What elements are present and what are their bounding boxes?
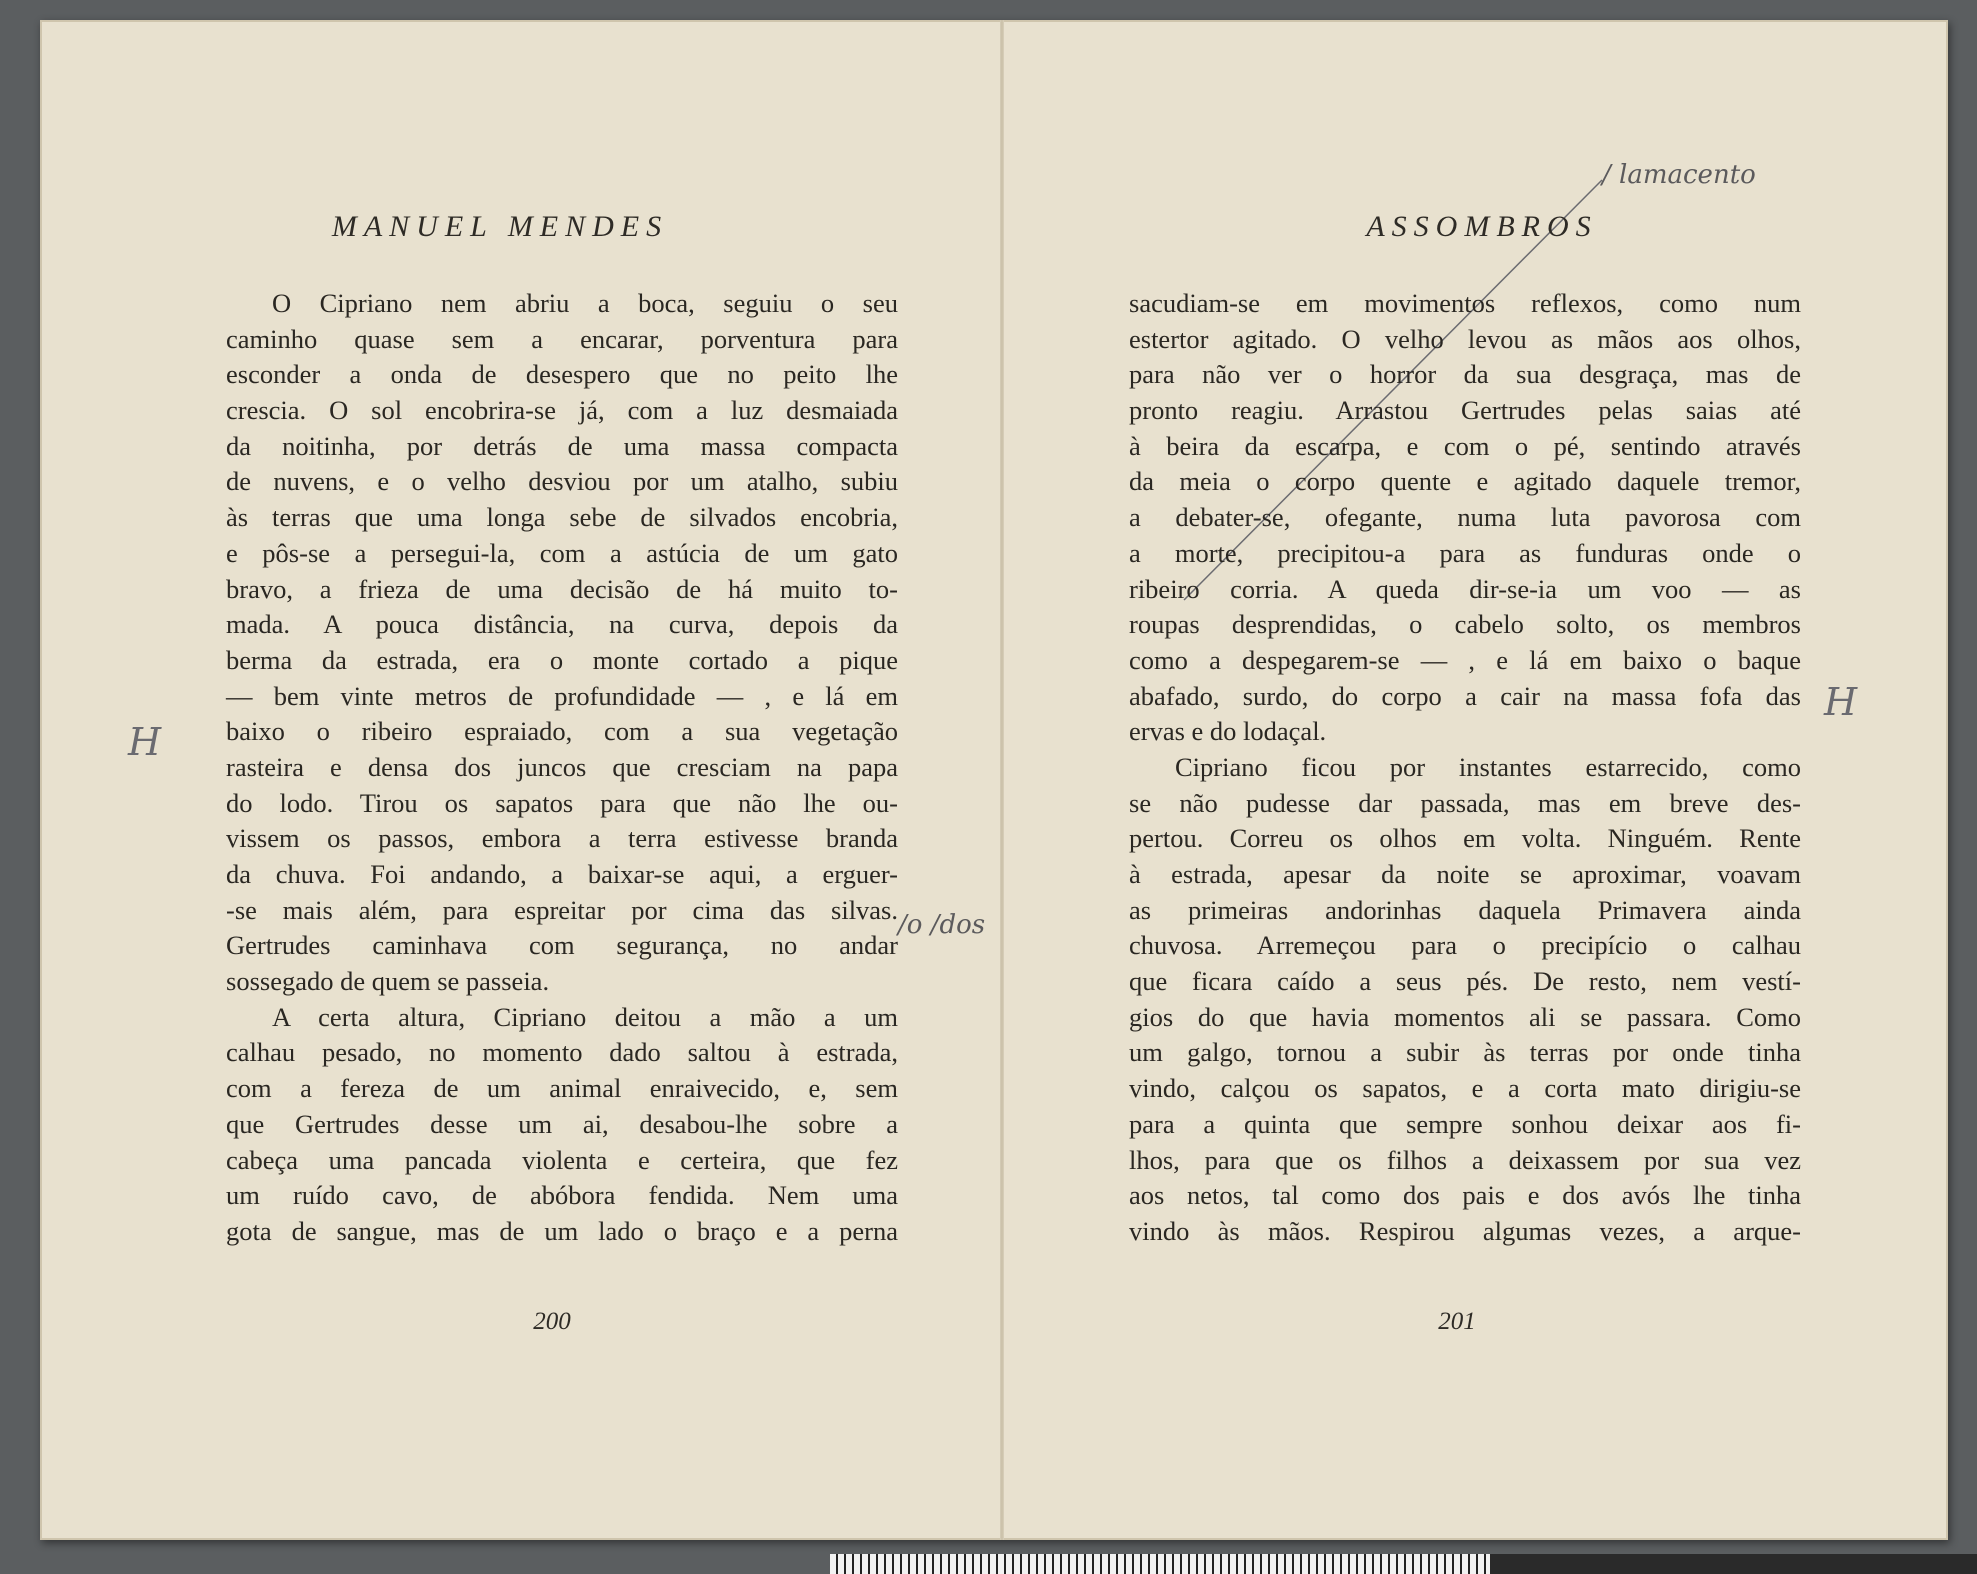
text-line: — bem vinte metros de profundidade — , e lá em [226, 680, 898, 711]
right-margin-signature: H [1824, 680, 1858, 724]
right-page-text [1129, 286, 1801, 1250]
text-line: gios do que havia momentos ali se passara. Como [1129, 1001, 1801, 1032]
text-line: à beira da escarpa, e com o pé, sentindo através [1129, 430, 1801, 461]
text-line: abafado, surdo, do corpo a cair na massa fofa das [1129, 680, 1801, 711]
text-line: do lodo. Tirou os sapatos para que não lhe ou- [226, 787, 898, 818]
text-line: com a fereza de um animal enraivecido, e, sem [226, 1073, 898, 1104]
text-line: estertor agitado. O velho levou as mãos aos olhos, [1129, 323, 1801, 354]
text-line: aos netos, tal como dos pais e dos avós lhe tinha [1129, 1180, 1801, 1211]
text-line: às terras que uma longa sebe de silvados encobria, [226, 502, 898, 533]
text-line: para a quinta que sempre sonhou deixar aos fi- [1129, 1108, 1801, 1139]
color-scale-ruler [830, 1554, 1977, 1574]
text-line: como a despegarem-se — , e lá em baixo o baque [1129, 644, 1801, 675]
text-line: O Cipriano nem abriu a boca, seguiu o seu [272, 288, 898, 318]
left-page [40, 20, 1002, 1540]
text-line: ervas e do lodaçal. [1129, 716, 1327, 747]
top-margin-insertion-note: / lamacento [1602, 160, 1756, 190]
text-line: as primeiras andorinhas daquela Primavera ainda [1129, 894, 1801, 925]
text-line: vindo às mãos. Respirou algumas vezes, a arque- [1129, 1215, 1801, 1246]
text-line: se não pudesse dar passada, mas em breve des- [1129, 787, 1801, 818]
right-page [1002, 20, 1948, 1540]
text-line: que ficara caído a seus pés. De resto, nem vestí- [1129, 966, 1801, 997]
right-running-head: ASSOMBROS [1366, 210, 1598, 243]
text-line: da noitinha, por detrás de uma massa compacta [226, 430, 898, 461]
right-page-number: 201 [1438, 1308, 1476, 1335]
text-line: Cipriano ficou por instantes estarrecido, como [1175, 751, 1801, 782]
text-line: Gertrudes caminhava com segurança, no andar [226, 930, 898, 961]
text-line: gota de sangue, mas de um lado o braço e a perna [226, 1215, 898, 1246]
text-line: de nuvens, e o velho desviou por um atalho, subiu [226, 466, 898, 497]
text-line: berma da estrada, era o monte cortado a pique [226, 644, 898, 675]
text-line: sossegado de quem se passeia. [226, 966, 550, 997]
text-line: bravo, a frieza de uma decisão de há muito to- [226, 573, 898, 604]
text-line: roupas desprendidas, o cabelo solto, os membros [1129, 609, 1801, 640]
left-running-head: MANUEL MENDES [331, 210, 669, 243]
text-line: e pôs-se a persegui-la, com a astúcia de um gato [226, 537, 898, 568]
text-line: vindo, calçou os sapatos, e a corta mato dirigiu-se [1129, 1073, 1801, 1104]
text-line: -se mais além, para espreitar por cima das silvas. [226, 894, 898, 925]
text-line: um galgo, tornou a subir às terras por onde tinha [1129, 1037, 1801, 1068]
text-line: pertou. Correu os olhos em volta. Ninguém. Rente [1129, 823, 1801, 854]
text-line: esconder a onda de desespero que no peito lhe [226, 359, 898, 390]
left-margin-signature: H [128, 720, 162, 764]
text-line: calhau pesado, no momento dado saltou à estrada, [226, 1037, 898, 1068]
left-page-number: 200 [533, 1308, 571, 1335]
text-line: da meia o corpo quente e agitado daquele tremor, [1129, 466, 1801, 497]
text-line: lhos, para que os filhos a deixassem por sua vez [1129, 1144, 1801, 1175]
text-line: a morte, precipitou-a para as funduras onde o [1129, 537, 1801, 568]
text-line: sacudiam-se em movimentos reflexos, como num [1129, 288, 1801, 318]
text-line: vissem os passos, embora a terra estivesse branda [226, 823, 898, 854]
left-page-text [226, 286, 898, 1250]
text-line: rasteira e densa dos juncos que cresciam na papa [226, 751, 898, 782]
text-line: a debater-se, ofegante, numa luta pavorosa com [1129, 502, 1801, 533]
text-line: um ruído cavo, de abóbora fendida. Nem uma [226, 1180, 898, 1211]
text-line: à estrada, apesar da noite se aproximar, voavam [1129, 859, 1801, 889]
left-margin-insertion-note: /o /dos [898, 910, 986, 940]
text-line: para não ver o horror da sua desgraça, mas de [1129, 359, 1801, 390]
text-line: ribeiro corria. A queda dir-se-ia um voo — as [1129, 573, 1801, 604]
color-scale-dark-segment [1490, 1554, 1977, 1574]
text-line: que Gertrudes desse um ai, desabou-lhe sobre a [226, 1108, 898, 1139]
text-line: crescia. O sol encobrira-se já, com a luz desmaiada [226, 395, 898, 426]
text-line: baixo o ribeiro espraiado, com a sua vegetação [226, 716, 898, 747]
text-line: mada. A pouca distância, na curva, depois da [226, 609, 898, 640]
text-line: caminho quase sem a encarar, porventura para [226, 323, 898, 354]
text-line: cabeça uma pancada violenta e certeira, que fez [226, 1144, 898, 1175]
text-line: da chuva. Foi andando, a baixar-se aqui, a erguer- [226, 859, 898, 889]
text-line: chuvosa. Arremeçou para o precipício o calhau [1129, 930, 1801, 961]
text-line: A certa altura, Cipriano deitou a mão a um [272, 1001, 898, 1032]
text-line: pronto reagiu. Arrastou Gertrudes pelas saias até [1129, 395, 1801, 426]
